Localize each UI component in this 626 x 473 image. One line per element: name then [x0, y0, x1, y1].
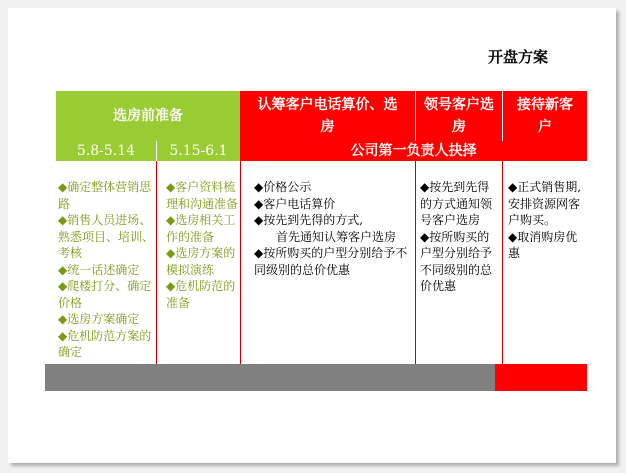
phase-number-header — [416, 91, 502, 141]
column-divider — [502, 161, 503, 364]
list-item: ◆危机防范方案的确定 — [58, 328, 152, 359]
list-item: ◆客户电话算价 — [254, 196, 336, 211]
header-divider — [502, 91, 503, 141]
date-1-label: 5.8-5.14 — [76, 143, 136, 159]
date-divider — [156, 141, 157, 161]
phase-subscription-header — [240, 91, 415, 141]
list-item: ◆取消购房优惠 — [508, 229, 578, 260]
prep-detail-list — [166, 179, 238, 311]
phase-number-label: 领号客户选房 — [424, 97, 494, 135]
date-2-cell — [157, 141, 240, 161]
number-task-list — [420, 179, 500, 295]
list-item: 首先通知认筹客户选房 — [276, 229, 397, 244]
list-item: ◆按所购买的户型分别给予不同级别的总价优惠 — [254, 246, 408, 277]
phase-reception-header — [503, 91, 587, 141]
page-title: 开盘方案 — [488, 48, 549, 66]
column-divider — [240, 161, 241, 364]
phase-subscription-label: 认筹客户电话算价、选房 — [257, 97, 398, 135]
decision-cell — [240, 141, 587, 161]
bottom-bar-red — [495, 364, 587, 391]
phase-reception-label: 接待新客户 — [517, 97, 573, 135]
list-item: ◆选房方案确定 — [58, 312, 140, 326]
subscription-task-list — [254, 179, 414, 278]
list-item: ◆爬楼打分、确定价格 — [58, 279, 152, 310]
list-item: ◆按先到先得的方式通知领号客户选房 — [420, 180, 493, 227]
column-divider — [156, 161, 157, 364]
date-2-label: 5.15-6.1 — [169, 143, 228, 159]
list-item: ◆价格公示 — [254, 180, 312, 194]
phase-prep-label: 选房前准备 — [113, 108, 183, 124]
list-item: ◆客户资料梳理和沟通准备 — [166, 180, 239, 211]
prep-task-list — [58, 179, 155, 361]
date-1-cell — [56, 141, 156, 161]
slide — [8, 8, 616, 463]
header-divider — [415, 91, 416, 141]
list-item: ◆确定整体营销思路 — [58, 180, 152, 211]
decision-label: 公司第一负责人抉择 — [350, 143, 477, 159]
list-item: ◆正式销售期,安排资源网客户购买。 — [508, 180, 582, 227]
reception-task-list — [508, 179, 588, 262]
list-item: ◆危机防范的准备 — [166, 279, 236, 310]
list-item: ◆选房相关工作的准备 — [166, 213, 236, 244]
list-item: ◆按先到先得的方式, — [254, 213, 364, 227]
column-divider — [415, 161, 416, 364]
list-item: ◆销售人员进场、熟悉项目、培训、考核 — [58, 213, 155, 260]
bottom-bar-gray — [45, 364, 495, 391]
list-item: ◆统一话述确定 — [58, 262, 140, 277]
list-item: ◆选房方案的模拟演练 — [166, 246, 236, 277]
list-item: ◆按所购买的户型分别给予不同级别的总价优惠 — [420, 229, 493, 293]
phase-prep-header — [56, 91, 240, 141]
